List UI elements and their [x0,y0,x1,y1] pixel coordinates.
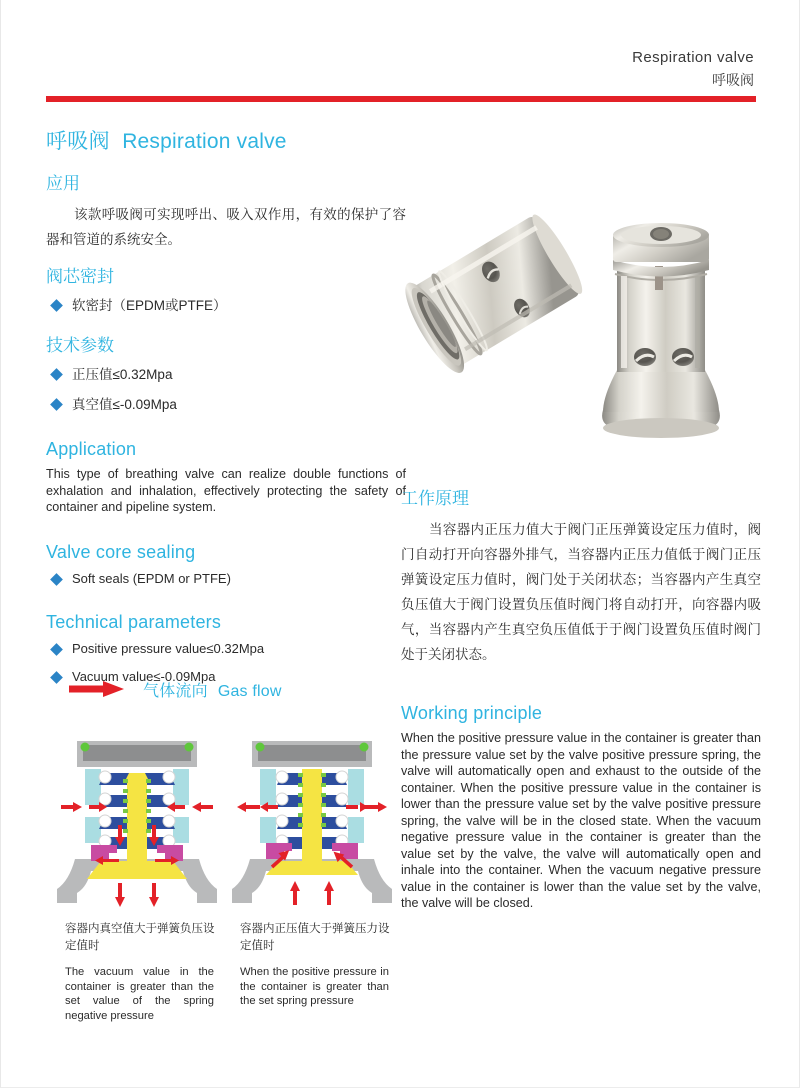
diagram-caption-en-1: When the positive pressure in the container is greater than the set spring pressure [240,966,389,1007]
valve-seal-cn-item: 软密封（EPDM或PTFE） [72,298,227,313]
application-en-heading: Application [46,439,137,459]
tech-cn-item-1: 真空值≤-0.09Mpa [72,397,177,412]
diagram-caption-cn-1: 容器内正压值大于弹簧压力设定值时 [240,923,390,952]
tech-en-heading: Technical parameters [46,611,222,632]
diamond-bullet-icon [50,299,63,312]
gas-flow-cn: 气体流向 [143,682,208,700]
vacuum-open-diagram [57,733,217,913]
page-title-en: Respiration valve [122,130,287,153]
page-header [632,48,754,90]
principle-en-body: When the positive pressure value in the container is greater than the pressure value set by the valve positive pressure spring, the valve will automatically open and exhaust to the outside of the container. When the positive pressure value in the container is lower than the pressure value set by the valve positive pressure spring, the valve will be in the closed state. When the vacuum negative pressure value in the container is greater than the value set by the valve, the valve will automatically open and inhale into the container. When the vacuum negative pressure value in the container is lower than the value set by the valve, the valve will be closed. [401,731,761,910]
product-photo [399,196,761,444]
positive-pressure-open-diagram [232,733,392,913]
principle-cn-body: 当容器内正压力值大于阀门正压弹簧设定压力值时，阀门自动打开向容器外排气，当容器内正压力值低于阀门正压弹簧设定压力值时，阀门处于关闭状态；当容器内产生真空负压值大于阀门设置负压值时阀门将自动打开，向容器内吸气，当容器内产生真空负压值低于于阀门设置负压值时阀门处于关闭状态。 [401,522,761,662]
valve-seal-cn-heading: 阀芯密封 [46,267,114,286]
application-cn-body: 该款呼吸阀可实现呼出、吸入双作用，有效的保护了容器和管道的系统安全。 [46,207,406,247]
principle-en-heading: Working principle [401,703,543,723]
tech-cn-heading: 技术参数 [46,336,114,355]
list-item [46,364,406,385]
diamond-bullet-icon [50,573,63,586]
principle-cn-heading: 工作原理 [401,489,469,508]
application-cn-heading: 应用 [46,174,80,193]
valve-body-tilted [399,205,592,380]
diamond-bullet-icon [50,368,63,381]
diagram-caption-cn-0: 容器内真空值大于弹簧负压设定值时 [65,923,215,952]
list-item [46,394,406,415]
valve-seal-en-heading: Valve core sealing [46,541,196,562]
header-title-en: Respiration valve [632,49,754,66]
page-title [46,128,406,156]
list-item [46,295,406,316]
diagram-caption-en-0: The vacuum value in the container is greater than the set value of the spring negative pressure [65,966,214,1022]
diagram-group [49,733,399,1023]
tech-en-item-1: Vacuum value≤-0.09Mpa [72,668,216,684]
diagram-cell-pressure [224,733,399,1023]
right-arrow-icon [69,680,125,703]
diamond-bullet-icon [50,398,63,411]
application-en-body: This type of breathing valve can realize double functions of exhalation and inhalation, effectively protecting the safety of container and pipeline system. [46,467,406,514]
list-item [46,639,406,658]
valve-seal-en-item: Soft seals (EPDM or PTFE) [72,570,231,586]
diamond-bullet-icon [50,643,63,656]
valve-body-upright [602,223,720,438]
header-title-cn: 呼吸阀 [712,72,754,88]
page-title-cn: 呼吸阀 [46,130,110,153]
gas-flow-label [69,680,282,703]
diamond-bullet-icon [50,671,63,684]
header-red-rule [46,96,756,102]
gas-flow-en: Gas flow [217,682,282,700]
tech-en-item-0: Positive pressure value≤0.32Mpa [72,640,265,656]
tech-cn-item-0: 正压值≤0.32Mpa [72,367,173,382]
left-column [46,128,406,695]
diagram-cell-vacuum [49,733,224,1023]
list-item [46,569,406,588]
right-column [401,487,761,916]
